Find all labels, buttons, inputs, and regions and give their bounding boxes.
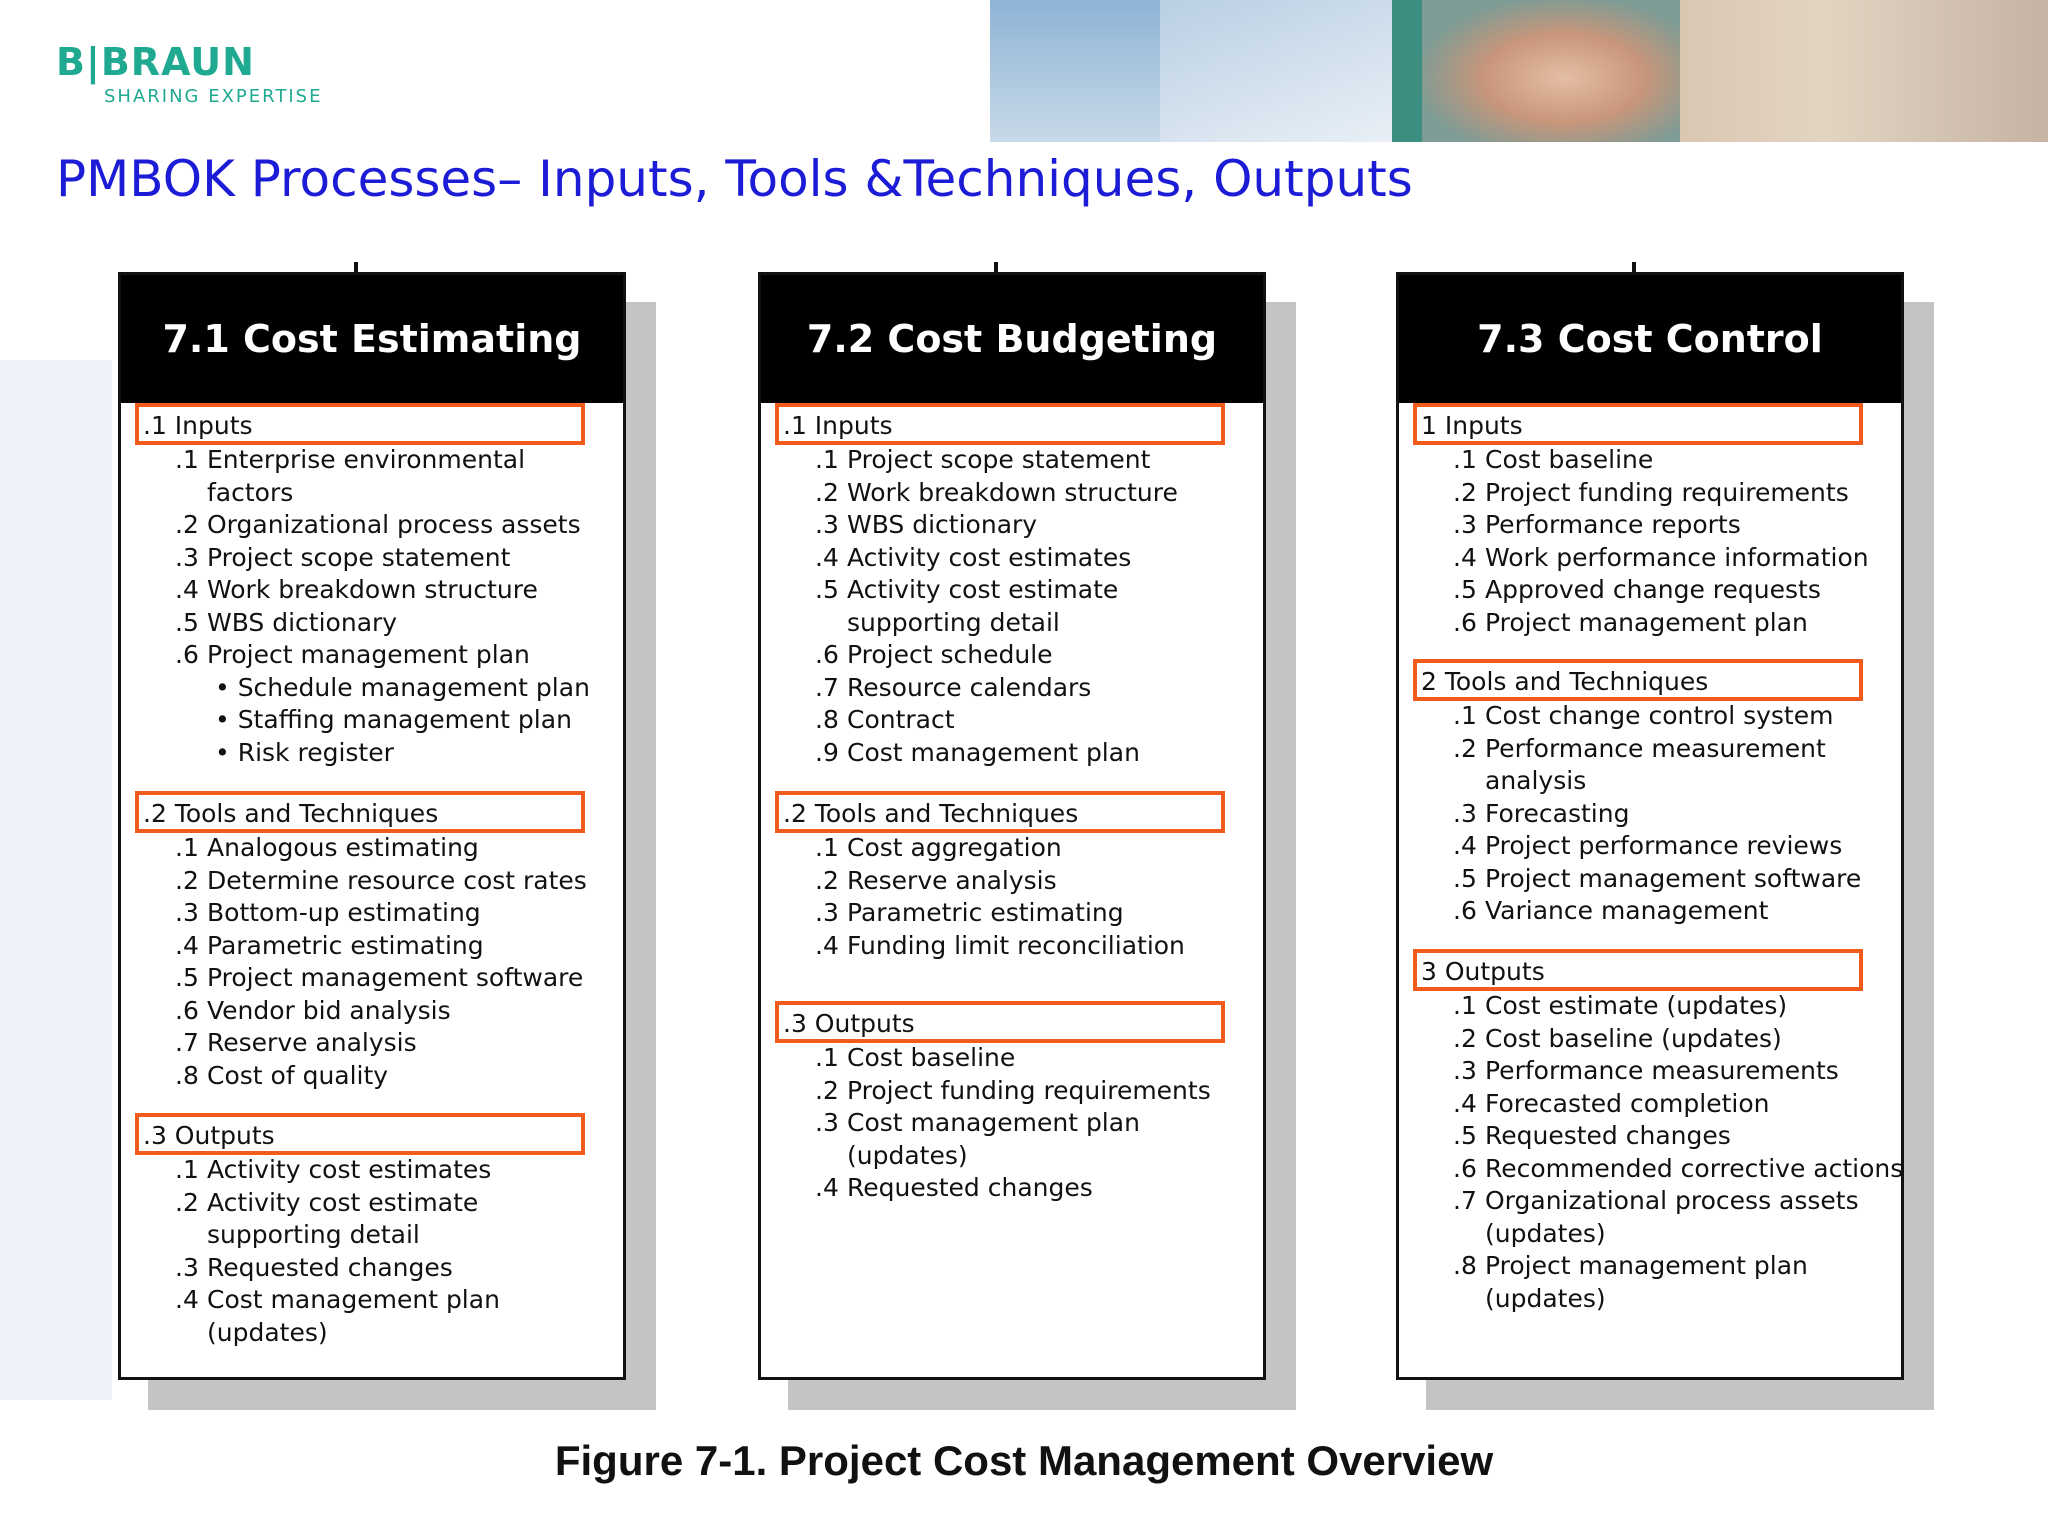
list-item: (updates) [1485, 1283, 1606, 1313]
header-photo-strip [990, 0, 2048, 142]
item-number: .6 [175, 995, 199, 1025]
item-number: .6 [1453, 607, 1477, 637]
item-number: .2 [175, 1187, 199, 1217]
list-item: (updates) [1485, 1218, 1606, 1248]
list-item: Bottom-up estimating [207, 898, 481, 927]
section-label: .3 Outputs [143, 1121, 275, 1150]
list-item: Variance management [1485, 896, 1769, 925]
list-item: Performance reports [1485, 510, 1741, 539]
list-item: Cost estimate (updates) [1485, 991, 1788, 1020]
item-number: .5 [175, 607, 199, 637]
item-number: .3 [1453, 1056, 1477, 1085]
item-number: .7 [815, 672, 839, 702]
brand-logo [56, 40, 322, 107]
list-item: Cost baseline [847, 1043, 1016, 1072]
list-item: Project management plan [1485, 607, 1808, 637]
item-number: .2 [815, 865, 839, 895]
list-item: Work breakdown structure [847, 477, 1178, 507]
list-item: Activity cost estimate [847, 575, 1119, 604]
logo-tagline: SHARING EXPERTISE [104, 86, 323, 107]
sub-bullet-item: • Risk register [215, 737, 394, 767]
list-item: Reserve analysis [207, 1028, 417, 1057]
item-number: .4 [175, 575, 199, 604]
list-item: Activity cost estimates [847, 542, 1132, 572]
process-panel [758, 272, 1266, 1380]
item-number: .1 [175, 833, 199, 862]
list-item: Determine resource cost rates [207, 865, 587, 895]
list-item: (updates) [847, 1140, 968, 1170]
list-item: Project funding requirements [847, 1075, 1211, 1105]
list-item: Parametric estimating [207, 930, 484, 960]
list-item: supporting detail [847, 607, 1060, 637]
list-item: Cost management plan [847, 737, 1140, 767]
item-number: .7 [175, 1028, 199, 1057]
item-number: .3 [815, 510, 839, 539]
section-header-box [1413, 949, 1863, 991]
list-item: Project funding requirements [1485, 477, 1849, 507]
list-item: Cost change control system [1485, 701, 1834, 730]
panel-heading: 7.1 Cost Estimating [121, 275, 623, 403]
list-item: Cost aggregation [847, 833, 1062, 862]
item-number: .8 [815, 705, 839, 734]
item-number: .3 [1453, 798, 1477, 828]
list-item: Cost management plan [847, 1108, 1140, 1137]
item-number: .5 [1453, 575, 1477, 604]
list-item: Activity cost estimates [207, 1155, 492, 1184]
list-item: Organizational process assets [1485, 1186, 1859, 1215]
list-item: WBS dictionary [847, 510, 1038, 539]
section-label: .3 Outputs [783, 1009, 915, 1038]
item-number: .2 [815, 477, 839, 507]
item-number: .2 [815, 1075, 839, 1105]
list-item: Project scope statement [847, 445, 1151, 474]
list-item: Funding limit reconciliation [847, 930, 1185, 960]
list-item: Cost baseline [1485, 445, 1654, 474]
list-item: WBS dictionary [207, 607, 398, 637]
item-number: .6 [815, 640, 839, 669]
list-item: Cost management plan [207, 1285, 500, 1314]
item-number: .4 [1453, 542, 1477, 572]
item-number: .2 [1453, 1023, 1477, 1053]
item-number: .6 [1453, 1153, 1477, 1183]
list-item: Performance measurements [1485, 1056, 1839, 1085]
list-item: Approved change requests [1485, 575, 1821, 604]
list-item: analysis [1485, 766, 1587, 795]
item-number: .7 [1453, 1186, 1477, 1215]
list-item: Contract [847, 705, 955, 734]
list-item: Project management software [207, 963, 584, 992]
process-panel [1396, 272, 1904, 1380]
section-header-box [1413, 403, 1863, 445]
item-number: .4 [815, 542, 839, 572]
item-number: .6 [1453, 896, 1477, 925]
item-number: .8 [1453, 1251, 1477, 1280]
list-item: Forecasted completion [1485, 1088, 1770, 1118]
section-header-box [135, 791, 585, 833]
section-label: .1 Inputs [143, 411, 253, 440]
item-number: .4 [815, 1173, 839, 1202]
item-number: .9 [815, 737, 839, 767]
item-number: .5 [175, 963, 199, 992]
page-title: PMBOK Processes– Inputs, Tools &Techniques, Outputs [56, 150, 1413, 208]
list-item: Resource calendars [847, 672, 1092, 702]
list-item: Forecasting [1485, 798, 1630, 828]
section-label: .1 Inputs [783, 411, 893, 440]
item-number: .5 [1453, 863, 1477, 893]
list-item: Parametric estimating [847, 898, 1124, 927]
sub-bullet-item: • Staffing management plan [215, 705, 572, 734]
item-number: .1 [815, 1043, 839, 1072]
list-item: Project schedule [847, 640, 1053, 669]
list-item: Reserve analysis [847, 865, 1057, 895]
item-number: .3 [1453, 510, 1477, 539]
item-number: .3 [175, 1252, 199, 1282]
item-number: .4 [1453, 831, 1477, 860]
section-label: .2 Tools and Techniques [143, 799, 439, 828]
figure-caption: Figure 7-1. Project Cost Management Overview [554, 1437, 1494, 1484]
section-header-box [1413, 659, 1863, 701]
item-number: .2 [175, 865, 199, 895]
section-header-box [775, 403, 1225, 445]
section-label: 2 Tools and Techniques [1421, 667, 1709, 696]
section-header-box [135, 1113, 585, 1155]
list-item: Work breakdown structure [207, 575, 538, 604]
section-label: 3 Outputs [1421, 957, 1545, 986]
item-number: .1 [175, 445, 199, 474]
background-band [0, 360, 112, 1400]
item-number: .1 [175, 1155, 199, 1184]
item-number: .1 [1453, 991, 1477, 1020]
list-item: Project scope statement [207, 542, 511, 572]
item-number: .6 [175, 640, 199, 669]
list-item: Vendor bid analysis [207, 995, 451, 1025]
item-number: .5 [815, 575, 839, 604]
item-number: .1 [1453, 701, 1477, 730]
list-item: Recommended corrective actions [1485, 1153, 1904, 1183]
list-item: Requested changes [1485, 1121, 1731, 1150]
item-number: .3 [175, 542, 199, 572]
item-number: .1 [815, 445, 839, 474]
item-number: .4 [175, 930, 199, 960]
list-item: Cost baseline (updates) [1485, 1023, 1782, 1053]
list-item: supporting detail [207, 1220, 420, 1249]
section-header-box [135, 403, 585, 445]
sub-bullet-item: • Schedule management plan [215, 672, 590, 702]
item-number: .1 [1453, 445, 1477, 474]
list-item: Project management plan [1485, 1251, 1808, 1280]
item-number: .8 [175, 1060, 199, 1090]
list-item: Cost of quality [207, 1060, 389, 1090]
section-label: 1 Inputs [1421, 411, 1523, 440]
list-item: Project management software [1485, 863, 1862, 893]
list-item: Activity cost estimate [207, 1187, 479, 1217]
list-item: Performance measurement [1485, 733, 1826, 763]
list-item: Organizational process assets [207, 510, 581, 539]
list-item: Analogous estimating [207, 833, 479, 862]
list-item: Project management plan [207, 640, 530, 669]
list-item: Requested changes [847, 1173, 1093, 1202]
list-item: Requested changes [207, 1252, 453, 1282]
item-number: .3 [815, 898, 839, 927]
item-number: .2 [1453, 733, 1477, 763]
item-number: .1 [815, 833, 839, 862]
item-number: .2 [175, 510, 199, 539]
logo-wordmark: B|BRAUN [56, 40, 255, 84]
item-number: .3 [175, 898, 199, 927]
section-header-box [775, 1001, 1225, 1043]
list-item: Work performance information [1485, 542, 1869, 572]
item-number: .4 [175, 1285, 199, 1314]
item-number: .2 [1453, 477, 1477, 507]
list-item: (updates) [207, 1317, 328, 1347]
panel-heading: 7.3 Cost Control [1399, 275, 1901, 403]
list-item: Project performance reviews [1485, 831, 1843, 860]
process-panel [118, 272, 626, 1380]
section-header-box [775, 791, 1225, 833]
item-number: .5 [1453, 1121, 1477, 1150]
item-number: .4 [815, 930, 839, 960]
item-number: .4 [1453, 1088, 1477, 1118]
list-item: factors [207, 477, 294, 507]
item-number: .3 [815, 1108, 839, 1137]
section-label: .2 Tools and Techniques [783, 799, 1079, 828]
list-item: Enterprise environmental [207, 445, 526, 474]
panel-heading: 7.2 Cost Budgeting [761, 275, 1263, 403]
